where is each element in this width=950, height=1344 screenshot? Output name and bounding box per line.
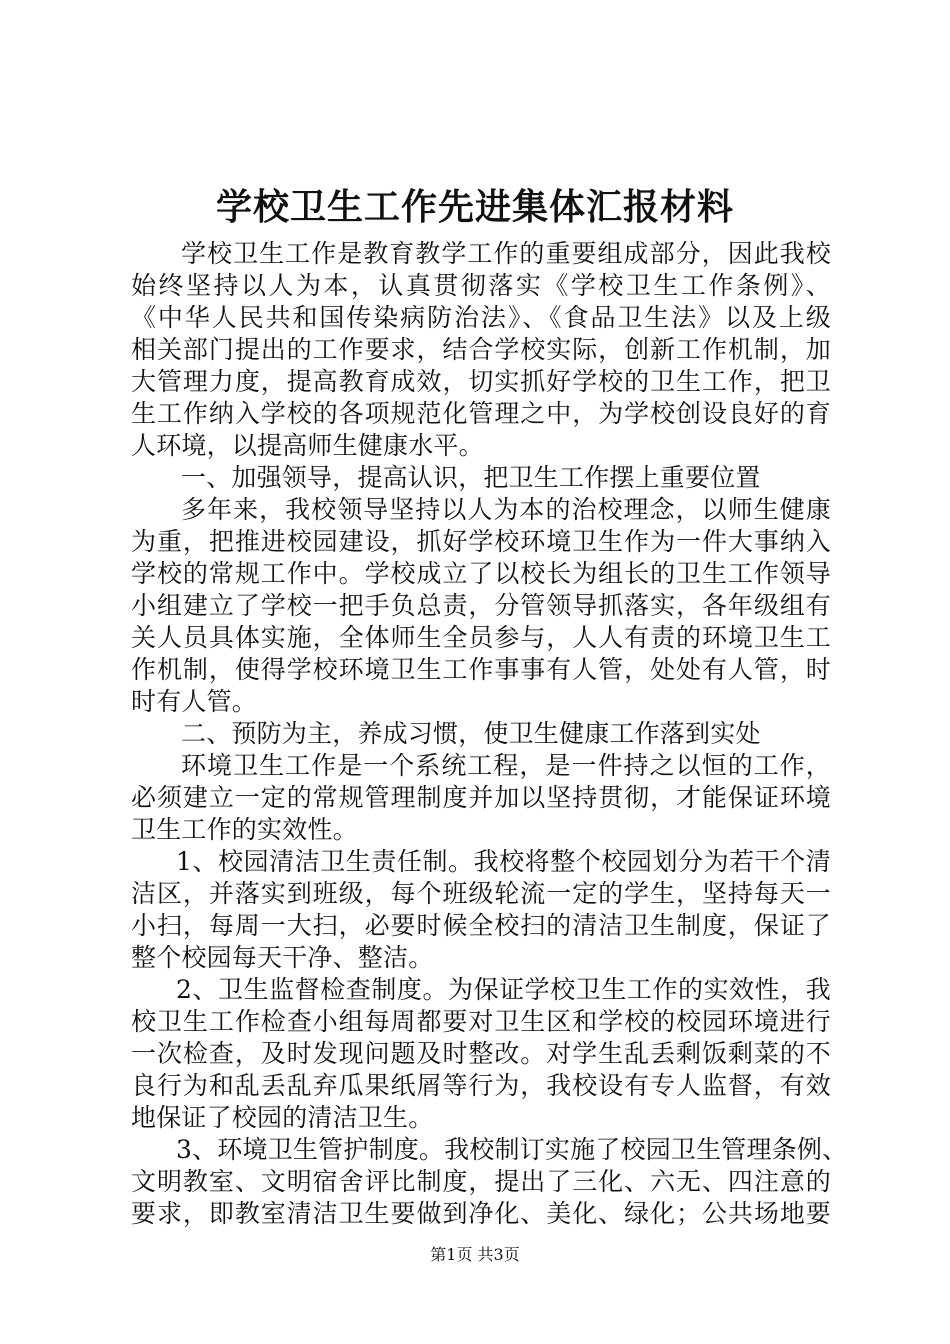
text-line: 文明教室、文明宿舍评比制度，提出了三化、六无、四注意的 — [131, 1167, 831, 1196]
text-line: 大管理力度，提高教育成效，切实抓好学校的卫生工作，把卫 — [131, 367, 831, 396]
text-line: 作机制，使得学校环境卫生工作事事有人管，处处有人管，时 — [131, 655, 831, 684]
text-line: 人环境，以提高师生健康水平。 — [131, 431, 484, 460]
document-body — [131, 238, 848, 1230]
text-line: 2、卫生监督检查制度。为保证学校卫生工作的实效性，我 — [176, 975, 831, 1004]
text-line: 地保证了校园的清洁卫生。 — [131, 1103, 434, 1132]
text-line: 生工作纳入学校的各项规范化管理之中，为学校创设良好的育 — [131, 399, 831, 428]
text-line: 1、校园清洁卫生责任制。我校将整个校园划分为若干个清 — [176, 847, 831, 876]
text-line: 始终坚持以人为本，认真贯彻落实《学校卫生工作条例》、 — [131, 271, 831, 300]
text-line: 一次检查，及时发现问题及时整改。对学生乱丢剩饭剩菜的不 — [131, 1039, 831, 1068]
text-line: 环境卫生工作是一个系统工程，是一件持之以恒的工作， — [181, 751, 831, 780]
text-line: 关人员具体实施，全体师生全员参与，人人有责的环境卫生工 — [131, 623, 831, 652]
text-line: 洁区，并落实到班级，每个班级轮流一定的学生，坚持每天一 — [131, 879, 831, 908]
text-line: 卫生工作的实效性。 — [131, 815, 358, 844]
text-line: 校卫生工作检查小组每周都要对卫生区和学校的校园环境进行 — [131, 1007, 831, 1036]
text-line: 必须建立一定的常规管理制度并加以坚持贯彻，才能保证环境 — [131, 783, 831, 812]
text-line: 3、环境卫生管护制度。我校制订实施了校园卫生管理条例、 — [176, 1135, 848, 1164]
text-line: 多年来，我校领导坚持以人为本的治校理念，以师生健康 — [181, 495, 831, 524]
text-line: 二、预防为主，养成习惯，使卫生健康工作落到实处 — [181, 719, 761, 748]
page-number-footer: 第1页 共3页 — [430, 1245, 520, 1264]
text-line: 为重，把推进校园建设，抓好学校环境卫生作为一件大事纳入 — [131, 527, 831, 556]
text-line: 学校卫生工作是教育教学工作的重要组成部分，因此我校 — [181, 239, 831, 268]
text-line: 良行为和乱丢乱弃瓜果纸屑等行为，我校设有专人监督，有效 — [131, 1071, 831, 1100]
text-line: 要求，即教室清洁卫生要做到净化、美化、绿化；公共场地要 — [131, 1199, 831, 1228]
text-line: 整个校园每天干净、整洁。 — [131, 943, 434, 972]
document-title: 学校卫生工作先进集体汇报材料 — [215, 186, 734, 228]
text-line: 小组建立了学校一把手负总责，分管领导抓落实，各年级组有 — [131, 591, 831, 620]
text-line: 一、加强领导，提高认识，把卫生工作摆上重要位置 — [181, 463, 761, 492]
text-line: 学校的常规工作中。学校成立了以校长为组长的卫生工作领导 — [131, 559, 831, 588]
text-line: 小扫，每周一大扫，必要时候全校扫的清洁卫生制度，保证了 — [131, 911, 831, 940]
text-line: 时有人管。 — [131, 687, 258, 716]
text-line: 相关部门提出的工作要求，结合学校实际，创新工作机制，加 — [131, 335, 831, 364]
text-line: 《中华人民共和国传染病防治法》、《食品卫生法》以及上级 — [131, 303, 831, 332]
